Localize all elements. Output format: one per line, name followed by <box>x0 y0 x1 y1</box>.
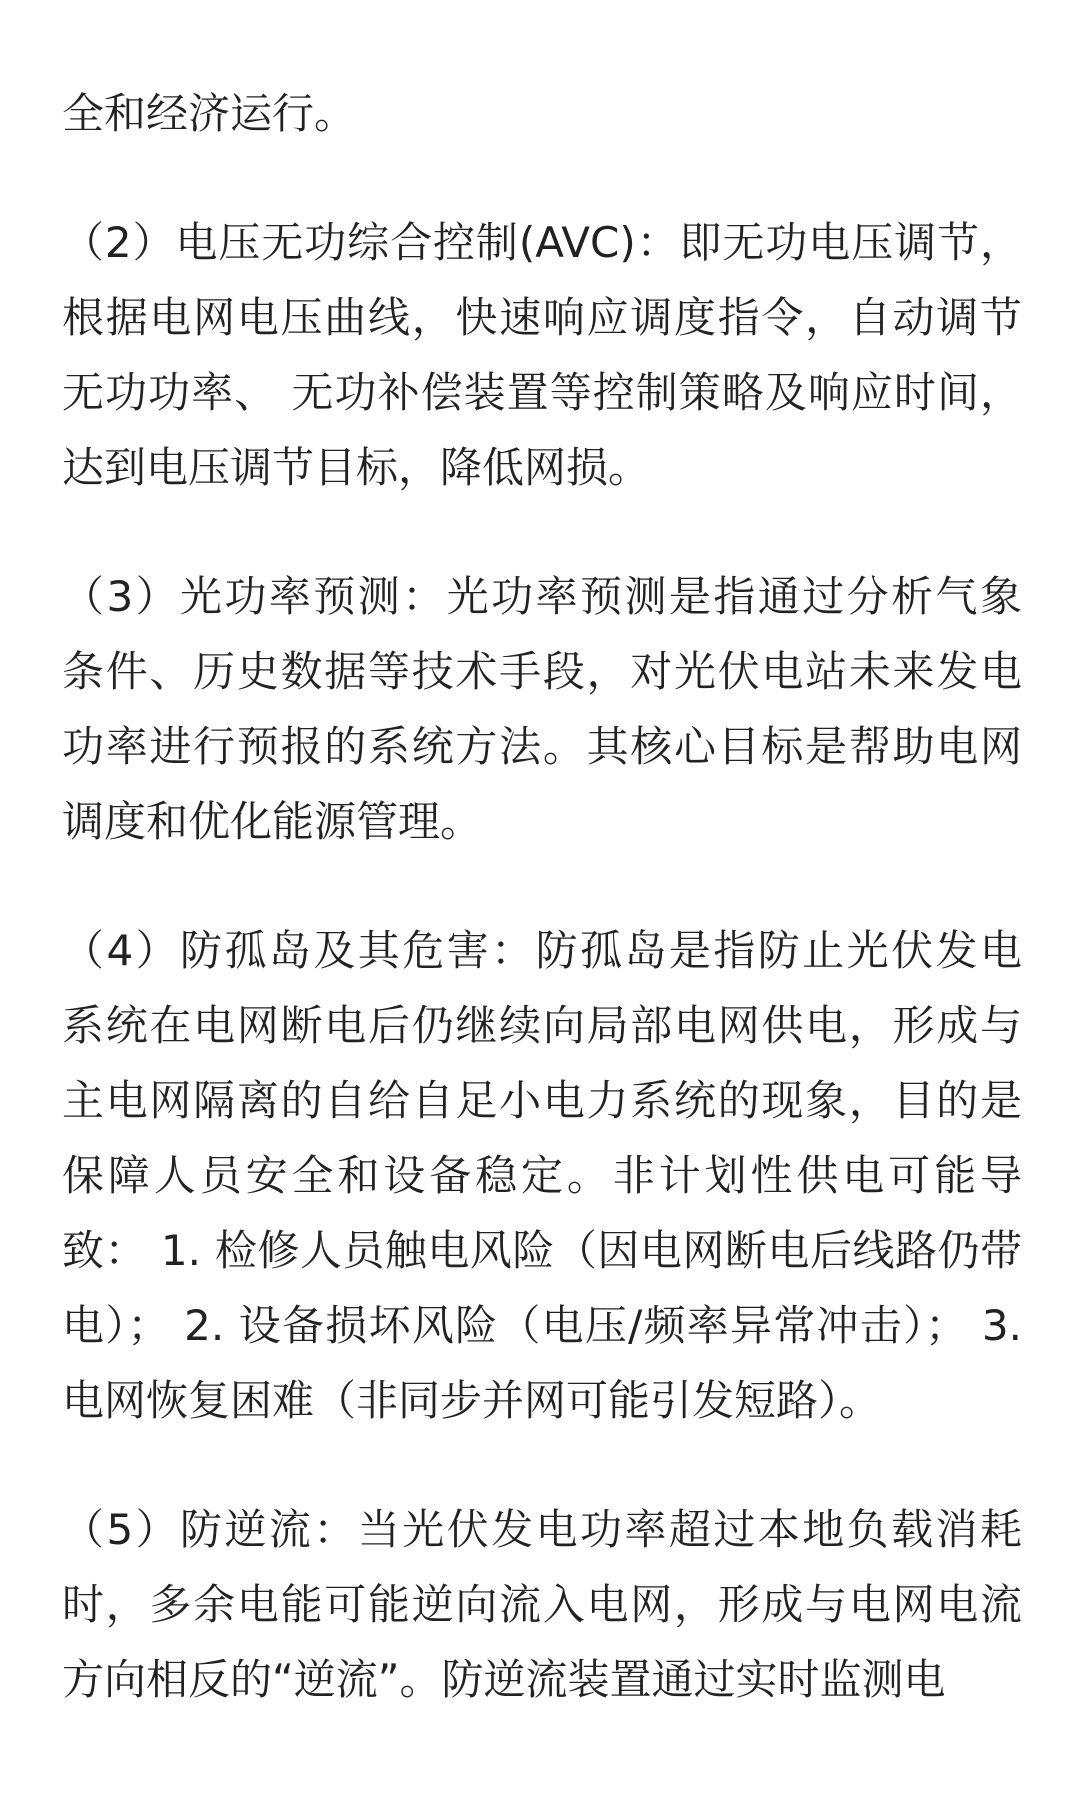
paragraph-power-forecast <box>62 559 1022 859</box>
text-line: 电）； 2. 设备损坏风险（电压/频率异常冲击）； 3. <box>62 1301 1022 1350</box>
text-line: （2）电压无功综合控制(AVC)：即无功电压调节， <box>62 218 1022 267</box>
text-line: 主电网隔离的自给自足小电力系统的现象，目的是 <box>62 1076 1022 1125</box>
text-line: 保障人员安全和设备稳定。非计划性供电可能导 <box>62 1151 1022 1200</box>
text-line: 时，多余电能可能逆向流入电网，形成与电网电流 <box>62 1580 1022 1629</box>
text-line: 功率进行预报的系统方法。其核心目标是帮助电网 <box>62 722 1022 771</box>
text-line: 根据电网电压曲线，快速响应调度指令，自动调节 <box>62 293 1022 342</box>
text-line: （4）防孤岛及其危害：防孤岛是指防止光伏发电 <box>62 926 1022 975</box>
text-line: 系统在电网断电后仍继续向局部电网供电，形成与 <box>62 1001 1022 1050</box>
paragraph-gap <box>62 505 1022 559</box>
text-line: 方向相反的“逆流”。防逆流装置通过实时监测电 <box>62 1655 946 1704</box>
text-line: （5）防逆流：当光伏发电功率超过本地负载消耗 <box>62 1505 1022 1554</box>
paragraph-avc <box>62 205 1022 505</box>
article-body <box>62 76 1022 1717</box>
text-line: 电网恢复困难（非同步并网可能引发短路）。 <box>62 1376 882 1425</box>
text-line: 调度和优化能源管理。 <box>62 797 483 846</box>
text-line: 致： 1. 检修人员触电风险（因电网断电后线路仍带 <box>62 1226 1022 1275</box>
text-line: 无功功率、 无功补偿装置等控制策略及响应时间， <box>62 368 1022 417</box>
text-line: 达到电压调节目标，降低网损。 <box>62 443 651 492</box>
text-line: （3）光功率预测：光功率预测是指通过分析气象 <box>62 572 1022 621</box>
paragraph-anti-islanding <box>62 913 1022 1438</box>
paragraph-gap <box>62 859 1022 913</box>
text-line: 条件、历史数据等技术手段，对光伏电站未来发电 <box>62 647 1022 696</box>
text-line: 全和经济运行。 <box>62 89 357 138</box>
paragraph-gap <box>62 151 1022 205</box>
paragraph-intro-tail <box>62 76 1022 151</box>
paragraph-gap <box>62 1438 1022 1492</box>
paragraph-anti-backflow <box>62 1492 1022 1717</box>
